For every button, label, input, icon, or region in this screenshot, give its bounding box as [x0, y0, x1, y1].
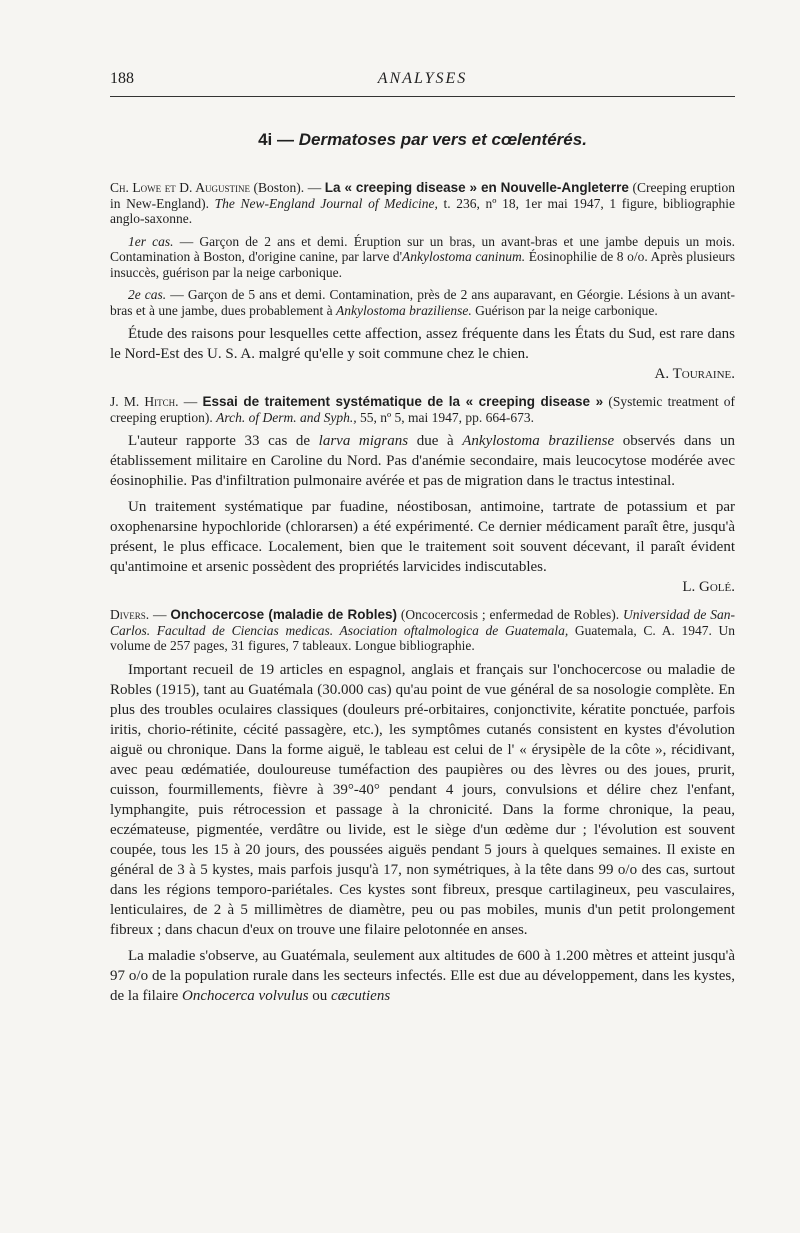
a3-p2-b: ou — [308, 987, 332, 1004]
case-2-species: Ankylostoma braziliense. — [336, 302, 472, 318]
article-1-authors: Ch. Lowe et D. Augustine — [110, 180, 250, 195]
article-3-title: Onchocercose (maladie de Robles) — [170, 607, 397, 622]
running-title: ANALYSES — [377, 70, 468, 87]
article-3-paragraph-2 — [110, 946, 735, 1006]
case-2-text-end: Guérison par la neige carbonique. — [471, 302, 658, 318]
article-1-case-2 — [110, 287, 735, 318]
article-2-authors: J. M. Hitch. — [110, 394, 179, 409]
a2-p2: Un traitement systématique par fuadine, néostibosan, antimoine, tartrate de potassium et par oxophenarsine hypochloride (chlorarsen) a été expérimenté. Ce dernier médicament paraît être, jusqu'à présent, le plus efficace. Localement, bien que le traitement soit souvent décevant, il paraît évident qu'antimoine et arsenic possèdent des propriétés larvicides indiscutables. — [110, 499, 735, 575]
article-1-case-1 — [110, 234, 735, 281]
article-1-signature: A. Touraine. — [654, 366, 735, 382]
a3-p2-it: Onchocerca volvulus — [182, 987, 309, 1004]
article-1-title: La « creeping disease » en Nouvelle-Angleterre — [324, 180, 629, 195]
page-number: 188 — [110, 70, 134, 87]
article-list — [110, 180, 735, 1006]
section-number: 4i — [258, 130, 273, 149]
case-2-label: 2e cas. — [128, 287, 167, 302]
a3-p2-a: La maladie s'observe, au Guatémala, seulement aux altitudes de 600 à 1.200 mètres et atteint jusqu'à 97 o/o de la population rurale dans les secteurs infectés. Elle est due au développement, dans les kystes, de la filaire — [110, 947, 735, 1004]
case-1-text: — Garçon de 2 ans et demi. Éruption sur un bras, un avant-bras et une jambe depuis un mois. Contamination à Boston, d'origine canine, par larve d' — [110, 233, 735, 264]
article-2-journal: Arch. of Derm. and Syph., — [216, 409, 357, 425]
a2-p1-it1: larva migrans — [318, 433, 409, 449]
case-2-text: — Garçon de 5 ans et demi. Contamination, près de 2 ans auparavant, en Géorgie. Lésions à un avant-bras et à une jambe, dues probablement à — [110, 287, 736, 318]
section-dash: — — [276, 130, 294, 149]
article-2-reference — [110, 394, 735, 425]
article-1-details: t. 236, nº 18, 1er mai 1947, 1 figure, bibliographie anglo-saxonne. — [110, 195, 736, 226]
page-header — [110, 68, 735, 97]
article-3-details: Guatemala, C. A. 1947. Un volume de 257 pages, 31 figures, 7 tableaux. Longue bibliographie. — [110, 622, 735, 653]
article-3-dash: — — [153, 607, 167, 622]
article-3-original-title: (Oncocercosis ; enfermedad de Robles). — [400, 607, 620, 622]
article-2-dash: — — [183, 394, 198, 409]
a2-p1-b: due à — [408, 433, 463, 449]
article-2-original-title: (Systemic treatment of creeping eruption). — [110, 394, 736, 425]
article-1-journal: The New-England Journal of Medicine, — [214, 195, 438, 211]
section-title — [110, 130, 735, 150]
a3-p2-it2: cæcutiens — [331, 987, 391, 1004]
article-3-journal: Universidad de San-Carlos. Facultad de Ciencias medicas. Asociation oftalmologica de Guatemala, — [110, 607, 735, 638]
case-1-species: Ankylostoma caninum. — [402, 249, 526, 264]
article-2-details: 55, nº 5, mai 1947, pp. 664-673. — [359, 409, 535, 425]
case-1-label: 1er cas. — [128, 233, 174, 249]
case-1-text-end: Éosinophilie de 8 o/o. Après plusieurs insuccès, guérison par la neige carbonique. — [110, 249, 735, 280]
a2-p1-c: observés dans un établissement militaire en Caroline du Nord. Pas d'anémie secondaire, mais leucocytose modérée avec éosinophilie. Pas d'infiltration pulmonaire avérée et pas de migration dans le tractus intestinal. — [110, 433, 735, 489]
section-title-text: Dermatoses par vers et cœlentérés. — [298, 130, 587, 149]
article-2-signature: L. Golé. — [682, 579, 735, 595]
article-3-authors: Divers. — [110, 607, 150, 622]
article-1-discussion: Étude des raisons pour lesquelles cette affection, assez fréquente dans les États du Sud, est rare dans le Nord-Est des U. S. A. malgré qu'elle y soit commune chez le chien. — [110, 326, 735, 362]
article-3-paragraph-1: Important recueil de 19 articles en espagnol, anglais et français sur l'onchocercose ou maladie de Robles (1915), tant au Guatémala (30.000 cas) qu'au point de vue général de sa nosologie complète. En plus des troubles oculaires classiques (douleurs pré-orbitaires, conjonctivite, kératite ponctuée, parfois iritis, chorio-rétinite, cécité passagère, etc.), les symptômes cutanés consistent en kystes d'évolution aiguë ou chronique. Dans la forme aiguë, le tableau est celui de l' « érysipèle de la côte », récidivant, avec peau œdématiée, douloureuse tuméfaction des paupières ou des lèvres ou des joues, prurit, cuisson, fourmillements, fièvre à 39°-40° pendant 4 jours, convulsions et délire chez l'enfant, lymphangite, puis rétrocession et passage à la chronicité. Dans la forme chronique, la peau, eczémateuse, pigmentée, verdâtre ou livide, est le siège d'un œdème dur ; l'évolution est souvent coupée, tous les 15 à 20 jours, des poussées aiguës pendant 5 jours à quelques semaines. Il existe en général de 3 à 5 kystes, mais parfois jusqu'à 17, non symétriques, à la tête dans 99 o/o des cas, surtout dans les régions temporo-pariétales. Ces kystes sont fibreux, presque cartilagineux, peu vasculaires, lenticulaires, de 2 à 5 millimètres de diamètre, peu ou pas mobiles, munis d'un petit prolongement fibreux ; dans chacun d'eux on trouve une filaire pelotonnée en anses. — [110, 661, 735, 938]
a2-p1-a: L'auteur rapporte 33 cas de — [128, 433, 319, 449]
article-1-reference — [110, 180, 735, 227]
a2-p1-it2: Ankylostoma braziliense — [462, 433, 615, 449]
article-1-original-title: (Creeping eruption in New-England). — [110, 180, 736, 211]
article-3-reference — [110, 607, 735, 654]
article-2-title: Essai de traitement systématique de la « creeping disease » — [202, 394, 604, 409]
article-2-paragraph-1 — [110, 431, 735, 491]
article-1-place: (Boston). — — [253, 180, 322, 195]
article-2-paragraph-2 — [110, 497, 735, 577]
